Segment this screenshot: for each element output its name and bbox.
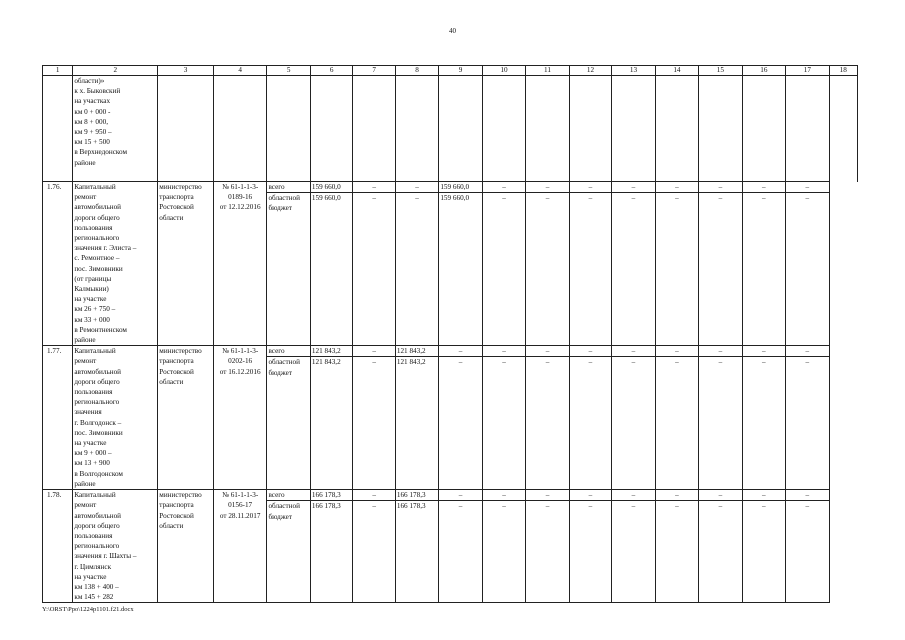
header-cell: 11	[526, 66, 569, 76]
table-cell	[742, 76, 785, 182]
text-line: значения г. Элиста –	[74, 244, 137, 253]
value-cell	[353, 182, 395, 346]
text-line: значения г. Шахты –	[74, 552, 137, 561]
text-line: областной	[268, 502, 300, 511]
text-line: № 61-1-1-3-	[222, 491, 259, 500]
value-cell	[482, 490, 525, 603]
value-total: –	[631, 347, 636, 356]
text-line: транспорта	[159, 193, 194, 202]
value-cell	[310, 346, 352, 490]
text-line: пос. Зимовники	[74, 264, 123, 273]
value-cell	[786, 490, 829, 603]
text-line: км 9 + 000 –	[74, 449, 112, 458]
value-cell	[526, 346, 569, 490]
value-budget: –	[570, 500, 611, 511]
header-cell: 1	[43, 66, 73, 76]
text-line: ремонт	[74, 501, 97, 510]
organization-cell	[158, 182, 214, 346]
value-cell	[439, 490, 482, 603]
source-budget	[267, 192, 309, 213]
funding-source-cell	[267, 182, 310, 346]
value-budget: –	[570, 192, 611, 203]
text-line: ремонт	[74, 193, 97, 202]
text-line: на участке	[74, 439, 107, 448]
value-cell	[439, 182, 482, 346]
value-cell	[786, 182, 829, 346]
value-total: –	[502, 347, 506, 356]
text-line: бюджет	[268, 204, 292, 213]
table-cell	[612, 76, 655, 182]
text-line: в Ремонтненском	[74, 325, 127, 334]
text-line: Капитальный	[74, 491, 116, 500]
continuation-row	[43, 76, 858, 182]
header-cell: 4	[213, 66, 267, 76]
value-total: 121 843,2	[311, 347, 341, 356]
value-total: –	[415, 183, 419, 191]
text-line: км 13 + 900	[74, 459, 110, 468]
header-cell: 15	[699, 66, 742, 76]
value-total: 166 178,3	[311, 491, 341, 500]
value-total: –	[675, 183, 679, 191]
value-cell	[526, 490, 569, 603]
table-row	[43, 182, 858, 346]
organization-cell	[158, 490, 214, 603]
value-cell	[612, 182, 655, 346]
text-line: транспорта	[159, 357, 194, 366]
text-line: № 61-1-1-3-	[222, 183, 259, 191]
page-number: 40	[449, 27, 456, 35]
text-line: области	[159, 377, 184, 386]
table-row	[43, 346, 858, 490]
value-budget: –	[612, 500, 654, 511]
value-cell	[395, 182, 438, 346]
text-line: км 15 + 500	[74, 138, 110, 147]
funding-source-cell	[267, 490, 310, 603]
header-cell: 17	[786, 66, 829, 76]
value-cell	[569, 346, 611, 490]
value-cell	[699, 182, 742, 346]
row-number: 1.76.	[43, 182, 73, 346]
value-budget: –	[526, 356, 568, 367]
header-row	[43, 66, 858, 76]
value-total: –	[675, 491, 679, 500]
header-cell: 7	[353, 66, 395, 76]
value-budget: –	[656, 192, 698, 203]
value-total: –	[502, 183, 506, 191]
value-cell	[742, 490, 785, 603]
table-cell	[43, 76, 73, 182]
description-cell	[73, 490, 158, 603]
value-total: –	[762, 347, 766, 356]
row-number: 1.78.	[43, 490, 73, 603]
description-cell	[73, 346, 158, 490]
text-line: км 145 + 282	[74, 593, 114, 602]
text-line: областной	[268, 194, 300, 203]
source-total: всего	[268, 491, 285, 500]
table-body	[43, 66, 858, 603]
text-line: регионального	[74, 542, 120, 551]
value-cell	[699, 346, 742, 490]
table-cell	[310, 76, 352, 182]
row-number: 1.77.	[43, 346, 73, 490]
text-line: км 9 + 950 –	[74, 128, 112, 137]
text-line: № 61-1-1-3-	[222, 347, 259, 356]
text-line: областной	[268, 358, 300, 367]
header-cell: 5	[267, 66, 310, 76]
value-total: –	[545, 183, 550, 191]
text-line: Калмыкии)	[74, 285, 109, 294]
value-total: –	[372, 491, 376, 500]
value-cell	[310, 490, 352, 603]
table-cell	[482, 76, 525, 182]
value-budget: 166 178,3	[396, 500, 438, 511]
value-cell	[742, 182, 785, 346]
value-budget: –	[483, 192, 525, 203]
source-budget	[267, 356, 309, 377]
value-total: –	[718, 491, 723, 500]
header-cell: 8	[395, 66, 438, 76]
value-cell	[786, 346, 829, 490]
value-budget: –	[786, 356, 828, 367]
header-cell: 18	[829, 66, 857, 76]
value-budget: –	[743, 356, 785, 367]
value-budget: 121 843,2	[396, 356, 438, 367]
text-line: 0156-17	[228, 501, 253, 510]
value-budget: –	[699, 356, 741, 367]
value-total: –	[545, 347, 550, 356]
table-cell	[699, 76, 742, 182]
value-cell	[482, 346, 525, 490]
text-line: км 8 + 000,	[74, 117, 108, 126]
description-cell	[73, 182, 158, 346]
value-cell	[353, 490, 395, 603]
text-line: Ростовской	[159, 367, 194, 376]
text-line: районе	[74, 479, 96, 488]
value-total: –	[588, 491, 593, 500]
value-cell	[353, 346, 395, 490]
document-cell	[213, 490, 267, 603]
table-cell	[829, 76, 857, 182]
text-line: министерство	[159, 347, 202, 356]
header-cell: 10	[482, 66, 525, 76]
data-table	[42, 65, 858, 603]
value-total: –	[588, 183, 593, 191]
text-line: районе	[74, 336, 96, 345]
table-cell	[569, 76, 611, 182]
value-cell	[439, 346, 482, 490]
table-cell	[73, 76, 158, 182]
value-budget: –	[396, 192, 438, 203]
text-line: районе	[74, 158, 96, 167]
text-line: км 26 + 750 –	[74, 305, 116, 314]
text-line: регионального	[74, 234, 120, 243]
value-total: –	[372, 347, 376, 356]
table-cell	[158, 76, 214, 182]
text-line: г. Цимлянск	[74, 562, 112, 571]
header-cell: 9	[439, 66, 482, 76]
value-budget: –	[353, 192, 394, 203]
document-cell	[213, 346, 267, 490]
value-budget: 159 660,0	[439, 192, 481, 203]
value-cell	[699, 490, 742, 603]
value-budget: 159 660,0	[311, 192, 352, 203]
table-cell	[526, 76, 569, 182]
value-total: 166 178,3	[396, 491, 426, 500]
value-cell	[395, 346, 438, 490]
value-cell	[569, 490, 611, 603]
text-line: министерство	[159, 491, 202, 500]
value-cell	[742, 346, 785, 490]
table-cell	[395, 76, 438, 182]
value-budget: –	[483, 356, 525, 367]
value-budget: –	[483, 500, 525, 511]
table-cell	[655, 76, 698, 182]
value-total: –	[718, 183, 723, 191]
text-line: транспорта	[159, 501, 194, 510]
text-line: Ростовской	[159, 203, 194, 212]
text-line: на участке	[74, 572, 107, 581]
header-cell: 12	[569, 66, 611, 76]
header-cell: 6	[310, 66, 352, 76]
text-line: Капитальный	[74, 183, 116, 191]
value-budget: 121 843,2	[311, 356, 352, 367]
text-line: в Волгодонском	[74, 469, 123, 478]
text-line: бюджет	[268, 368, 292, 377]
text-line: пользования	[74, 223, 113, 232]
header-cell: 16	[742, 66, 785, 76]
source-budget	[267, 500, 309, 521]
value-budget: –	[786, 500, 828, 511]
text-line: от 28.11.2017	[219, 511, 261, 520]
text-line: г. Волгодонск –	[74, 418, 122, 427]
table-cell	[213, 76, 267, 182]
value-budget: –	[570, 356, 611, 367]
text-line: от 16.12.2016	[219, 367, 261, 376]
text-line: Ростовской	[159, 511, 194, 520]
text-line: 0202-16	[228, 357, 253, 366]
value-total: –	[631, 183, 636, 191]
value-total: –	[762, 491, 766, 500]
value-budget: –	[612, 356, 654, 367]
value-budget: –	[699, 192, 741, 203]
text-line: значения	[74, 408, 102, 417]
value-total: –	[631, 491, 636, 500]
value-budget: –	[699, 500, 741, 511]
source-total: всего	[268, 183, 285, 191]
value-total: –	[805, 491, 810, 500]
value-cell	[612, 490, 655, 603]
value-cell	[395, 490, 438, 603]
value-budget: –	[612, 192, 654, 203]
value-total: –	[762, 183, 766, 191]
text-line: ремонт	[74, 357, 97, 366]
text-line: пользования	[74, 531, 113, 540]
value-budget: –	[656, 500, 698, 511]
header-cell: 2	[73, 66, 158, 76]
text-line: км 138 + 400 –	[74, 582, 119, 591]
table-cell	[353, 76, 395, 182]
value-total: –	[588, 347, 593, 356]
value-cell	[655, 182, 698, 346]
value-cell	[569, 182, 611, 346]
file-path: Y:\ORST\Ppo\1224p1101.f21.docx	[42, 606, 134, 613]
header-cell: 14	[655, 66, 698, 76]
text-line: пос. Зимовники	[74, 428, 123, 437]
value-total: –	[718, 347, 723, 356]
text-line: бюджет	[268, 512, 292, 521]
text-line: на участках	[74, 97, 111, 106]
value-budget: –	[786, 192, 828, 203]
header-cell: 13	[612, 66, 655, 76]
text-line: области	[159, 521, 184, 530]
text-line: регионального	[74, 398, 120, 407]
value-budget: –	[743, 192, 785, 203]
text-line: Капитальный	[74, 347, 116, 356]
value-budget: –	[439, 500, 481, 511]
value-cell	[612, 346, 655, 490]
text-line: дороги общего	[74, 377, 120, 386]
text-line: автомобильной	[74, 511, 122, 520]
document-cell	[213, 182, 267, 346]
source-total: всего	[268, 347, 285, 356]
value-cell	[482, 182, 525, 346]
value-budget: –	[353, 500, 394, 511]
text-line: дороги общего	[74, 521, 120, 530]
organization-cell	[158, 346, 214, 490]
value-budget: –	[526, 500, 568, 511]
text-line: пользования	[74, 388, 113, 397]
value-total: –	[675, 347, 679, 356]
table-cell	[267, 76, 310, 182]
value-total: 121 843,2	[396, 347, 426, 356]
text-line: км 33 + 000	[74, 315, 110, 324]
text-line: области	[159, 213, 184, 222]
table-row	[43, 490, 858, 603]
text-line: на участке	[74, 295, 107, 304]
funding-source-cell	[267, 346, 310, 490]
text-line: в Верхнедонском	[74, 148, 128, 157]
value-cell	[655, 490, 698, 603]
value-budget: 166 178,3	[311, 500, 352, 511]
value-budget: –	[439, 356, 481, 367]
value-budget: –	[743, 500, 785, 511]
text-line: 0189-16	[228, 193, 253, 202]
value-total: –	[805, 183, 810, 191]
value-total: –	[372, 183, 376, 191]
text-line: автомобильной	[74, 203, 122, 212]
table-cell	[786, 76, 829, 182]
value-budget: –	[656, 356, 698, 367]
value-cell	[310, 182, 352, 346]
text-line: от 12.12.2016	[219, 203, 261, 212]
text-line: министерство	[159, 183, 202, 191]
value-total: 159 660,0	[311, 183, 341, 191]
text-line: с. Ремонтное –	[74, 254, 120, 263]
value-budget: –	[353, 356, 394, 367]
value-total: –	[502, 491, 506, 500]
value-total: –	[458, 491, 463, 500]
value-budget: –	[526, 192, 568, 203]
text-line: области)»	[74, 77, 105, 85]
text-line: автомобильной	[74, 367, 122, 376]
text-line: дороги общего	[74, 213, 120, 222]
value-total: 159 660,0	[440, 183, 470, 191]
value-cell	[526, 182, 569, 346]
table-cell	[439, 76, 482, 182]
text-line: к х. Быковский	[74, 87, 121, 96]
value-cell	[655, 346, 698, 490]
text-line: км 0 + 000 -	[74, 107, 111, 116]
text-line: (от границы	[74, 274, 112, 283]
value-total: –	[458, 347, 463, 356]
value-total: –	[805, 347, 810, 356]
value-total: –	[545, 491, 550, 500]
header-cell: 3	[158, 66, 214, 76]
